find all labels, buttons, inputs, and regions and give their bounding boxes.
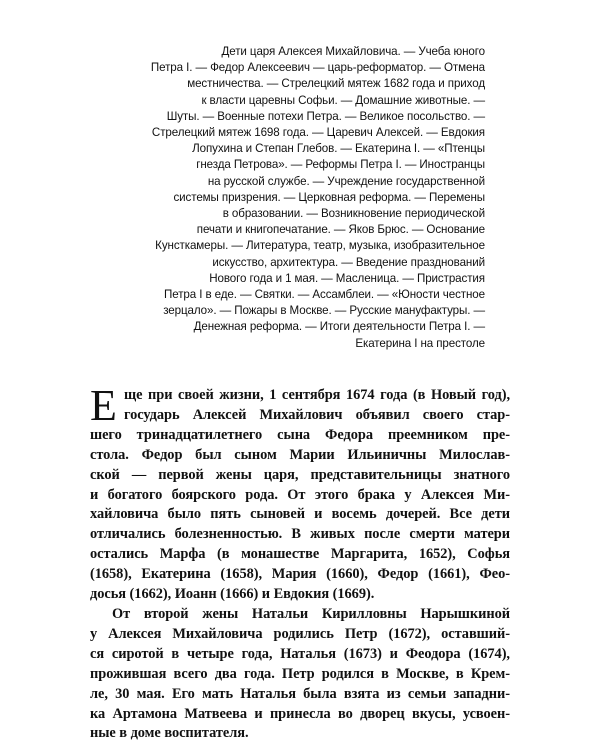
paragraph-line: хайловича было пять сыновей и восемь дочерей. Все дети [90, 506, 510, 523]
summary-line: Екатерина I на престоле [355, 336, 485, 350]
paragraph-line: ся сиротой в четыре года, Наталья (1673) и Феодора (1674), [90, 645, 510, 662]
summary-line: гнезда Петрова». — Реформы Петра I. — Иностранцы [196, 158, 485, 172]
summary-line: Нового года и 1 мая. — Масленица. — Пристрастия [209, 271, 485, 285]
paragraph-line: ные в доме воспитателя. [90, 725, 249, 742]
paragraph-line: досья (1662), Иоанн (1666) и Евдокия (1669). [90, 586, 375, 603]
summary-line: Шуты. — Военные потехи Петра. — Великое посольство. — [166, 109, 485, 123]
summary-line: системы призрения. — Церковная реформа. — Перемены [173, 190, 485, 204]
paragraph-line: остались Марфа (в монашестве Маргарита, 1652), Софья [90, 546, 510, 563]
summary-line: Лопухина и Степан Глебов. — Екатерина I. — «Птенцы [192, 142, 485, 156]
paragraph-line: ще при своей жизни, 1 сентября 1674 года (в Новый год), [124, 387, 510, 403]
summary-line: Петра I в еде. — Святки. — Ассамблеи. — «Юности честное [164, 288, 485, 302]
paragraph-line: шего тринадцатилетнего сына Федора преемником пре- [90, 426, 510, 443]
paragraph-line: ле, 30 мая. Его мать Наталья была взята из семьи западни- [90, 685, 510, 702]
paragraph-line: ка Артамона Матвеева и принесла во дворец вкусы, усвоен- [90, 705, 510, 722]
summary-line: Петра I. — Федор Алексеевич — царь-реформатор. — Отмена [150, 61, 485, 75]
paragraph-line: От второй жены Натальи Кирилловны Нарышкиной [112, 605, 510, 622]
paragraph-line: государь Алексей Михайлович объявил своего стар- [124, 406, 510, 423]
summary-line: местничества. — Стрелецкий мятеж 1682 года и приход [187, 77, 485, 91]
paragraph-line: прожившая всего два года. Петр родился в Москве, в Крем- [90, 665, 510, 682]
paragraph-line: отличались болезненностью. В живых после смерти матери [90, 526, 510, 543]
summary-line: Дети царя Алексея Михайловича. — Учеба юного [221, 45, 485, 58]
summary-line: Стрелецкий мятеж 1698 года. — Царевич Алексей. — Евдокия [151, 126, 485, 140]
paragraph-line: стола. Федор был сыном Марии Ильиничны Милослав- [90, 446, 510, 463]
summary-line: на русской службе. — Учреждение государственной [207, 174, 485, 188]
paragraph-line: у Алексея Михайловича родились Петр (1672), оставший- [90, 625, 510, 642]
summary-line: в образовании. — Возникновение периодической [222, 207, 485, 221]
summary-line: Денежная реформа. — Итоги деятельности Петра I. — [193, 320, 485, 334]
chapter-summary [120, 44, 485, 352]
summary-line: печати и книгопечатание. — Яков Брюс. — Основание [196, 223, 485, 237]
body-text [90, 381, 510, 744]
summary-line: зерцало». — Пожары в Москве. — Русские мануфактуры. — [163, 304, 485, 318]
paragraph-line: (1658), Екатерина (1658), Мария (1660), Федор (1661), Фео- [90, 566, 510, 583]
drop-cap: Е [90, 381, 117, 430]
summary-line: Кунсткамеры. — Литература, театр, музыка, изобразительное [155, 239, 485, 253]
paragraph-line: ской — первой жены царя, представительницы знатного [90, 466, 510, 483]
summary-line: искусство, архитектура. — Введение празднований [212, 255, 485, 269]
summary-line: к власти царевны Софьи. — Домашние животные. — [201, 93, 485, 107]
paragraph-line: и богатого боярского рода. От этого брака у Алексея Ми- [90, 486, 510, 503]
